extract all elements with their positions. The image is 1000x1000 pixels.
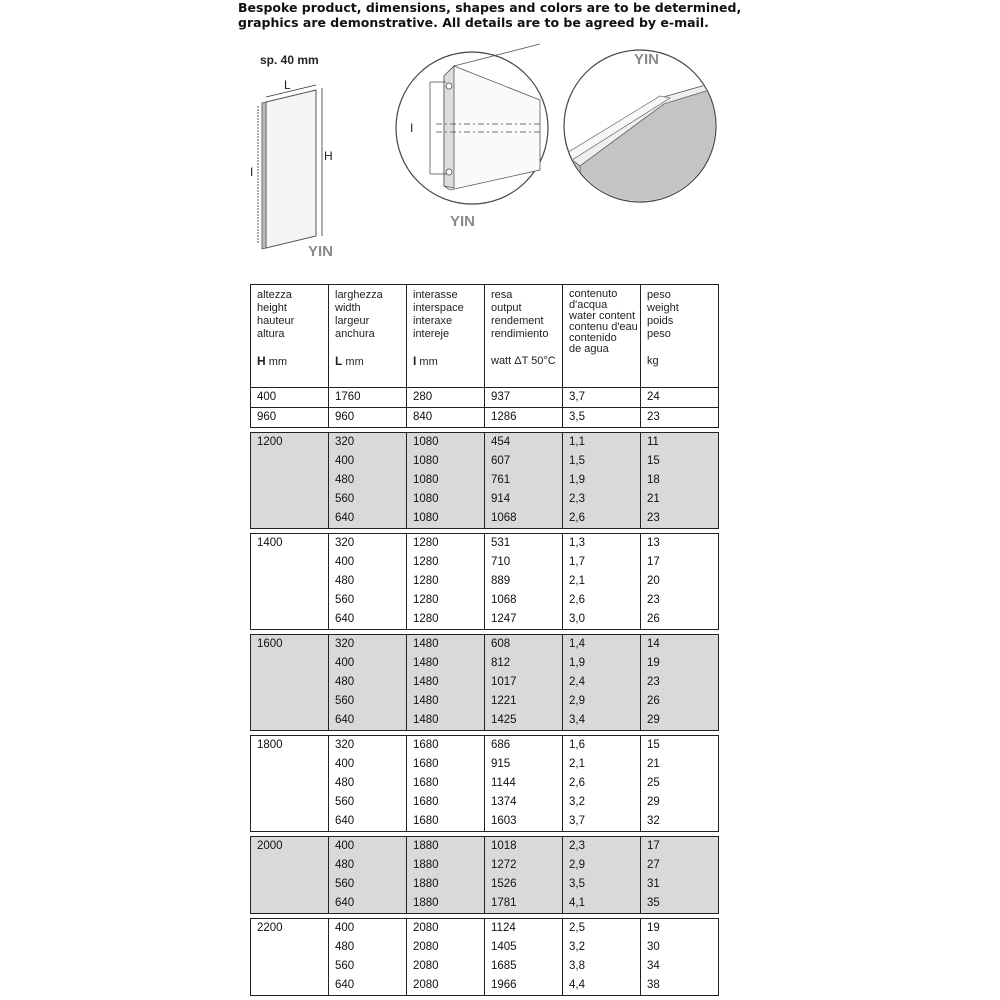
height-cell: [251, 490, 329, 509]
table-row: [251, 938, 719, 957]
table-cell: 17: [641, 837, 719, 857]
spec-table: [250, 284, 719, 996]
table-cell: 937: [485, 388, 563, 408]
header-label: de agua: [569, 343, 609, 355]
table-cell: 2,5: [563, 919, 641, 939]
table-cell: 480: [329, 471, 407, 490]
table-cell: 1,1: [563, 433, 641, 453]
table-cell: 480: [329, 938, 407, 957]
header-label: height: [257, 302, 287, 314]
table-cell: 1,5: [563, 452, 641, 471]
header-unit-symbol: H: [257, 354, 266, 368]
header-label: peso: [647, 328, 671, 340]
height-cell: 1200: [251, 433, 329, 453]
height-cell: 1800: [251, 736, 329, 756]
height-cell: [251, 572, 329, 591]
table-cell: 20: [641, 572, 719, 591]
table-cell: 915: [485, 755, 563, 774]
table-cell: 1405: [485, 938, 563, 957]
header-label: contenu d'eau: [569, 321, 638, 333]
table-cell: 686: [485, 736, 563, 756]
table-cell: 15: [641, 452, 719, 471]
table-cell: 21: [641, 490, 719, 509]
table-cell: 23: [641, 509, 719, 529]
table-row: [251, 553, 719, 572]
table-cell: 560: [329, 692, 407, 711]
table-cell: 1680: [407, 755, 485, 774]
table-cell: 840: [407, 408, 485, 428]
header-cell: [329, 285, 407, 388]
table-cell: 2080: [407, 938, 485, 957]
table-row: [251, 736, 719, 756]
table-cell: 812: [485, 654, 563, 673]
table-cell: 761: [485, 471, 563, 490]
table-cell: 24: [641, 388, 719, 408]
table-cell: 480: [329, 572, 407, 591]
model-label-front: YIN: [308, 243, 334, 260]
label-I-detail: I: [410, 121, 414, 135]
table-cell: 2,3: [563, 490, 641, 509]
table-cell: 400: [329, 452, 407, 471]
table-cell: 400: [329, 654, 407, 673]
header-cell: [563, 285, 641, 388]
height-cell: [251, 471, 329, 490]
table-cell: 13: [641, 534, 719, 554]
header-unit: [335, 355, 406, 369]
table-cell: 1680: [407, 812, 485, 832]
header-label: interasse: [413, 289, 458, 301]
table-cell: 2,4: [563, 673, 641, 692]
table-cell: 320: [329, 534, 407, 554]
table-cell: 320: [329, 736, 407, 756]
height-cell: 2000: [251, 837, 329, 857]
table-cell: 320: [329, 635, 407, 655]
height-cell: [251, 452, 329, 471]
table-cell: 1068: [485, 509, 563, 529]
table-cell: 23: [641, 673, 719, 692]
table-cell: 400: [329, 755, 407, 774]
table-row: [251, 490, 719, 509]
height-cell: 1400: [251, 534, 329, 554]
table-cell: 710: [485, 553, 563, 572]
table-cell: 608: [485, 635, 563, 655]
height-cell: [251, 654, 329, 673]
height-cell: [251, 976, 329, 996]
table-cell: 640: [329, 610, 407, 630]
table-cell: 1280: [407, 572, 485, 591]
model-label-edge: YIN: [634, 51, 660, 68]
table-cell: 2080: [407, 976, 485, 996]
table-cell: 1480: [407, 673, 485, 692]
header-label: contenuto: [569, 288, 618, 300]
header-unit: [491, 355, 562, 368]
header-label: anchura: [335, 328, 375, 340]
height-cell: [251, 957, 329, 976]
table-cell: 1480: [407, 692, 485, 711]
table-cell: 480: [329, 774, 407, 793]
table-cell: 21: [641, 755, 719, 774]
table-cell: 3,5: [563, 408, 641, 428]
table-row: [251, 635, 719, 655]
table-row: [251, 509, 719, 529]
table-cell: 1,3: [563, 534, 641, 554]
table-cell: 1425: [485, 711, 563, 731]
table-cell: 29: [641, 793, 719, 812]
table-cell: 2080: [407, 919, 485, 939]
header-cell: [641, 285, 719, 388]
disclaimer-line-1: Bespoke product, dimensions, shapes and colors are to be determined,: [238, 0, 742, 15]
table-cell: 34: [641, 957, 719, 976]
table-row: [251, 471, 719, 490]
table-cell: 960: [329, 408, 407, 428]
label-L: L: [284, 78, 291, 92]
technical-drawing: [240, 40, 720, 270]
table-cell: 11: [641, 433, 719, 453]
table-cell: 1480: [407, 635, 485, 655]
header-label: interspace: [413, 302, 464, 314]
table-cell: 1144: [485, 774, 563, 793]
table-cell: 3,7: [563, 388, 641, 408]
table-cell: 3,0: [563, 610, 641, 630]
table-cell: 1017: [485, 673, 563, 692]
header-cell: [407, 285, 485, 388]
table-cell: 1680: [407, 736, 485, 756]
header-unit-text: watt ΔT 50°C: [491, 355, 556, 367]
header-label: resa: [491, 289, 513, 301]
height-cell: [251, 610, 329, 630]
header-label: altezza: [257, 289, 292, 301]
table-cell: 1480: [407, 654, 485, 673]
table-row: [251, 837, 719, 857]
table-cell: 1374: [485, 793, 563, 812]
table-cell: 1080: [407, 452, 485, 471]
table-row: [251, 774, 719, 793]
table-row: [251, 388, 719, 408]
header-label: rendement: [491, 315, 544, 327]
height-cell: [251, 711, 329, 731]
header-label: d'acqua: [569, 299, 608, 311]
table-row: [251, 610, 719, 630]
table-cell: 2,9: [563, 692, 641, 711]
table-header-row: [251, 285, 719, 388]
height-cell: [251, 894, 329, 914]
height-cell: [251, 793, 329, 812]
table-cell: 1080: [407, 490, 485, 509]
table-cell: 4,4: [563, 976, 641, 996]
header-unit: [413, 355, 484, 369]
table-cell: 560: [329, 490, 407, 509]
header-unit-symbol: L: [335, 354, 343, 368]
header-label: rendimiento: [491, 328, 549, 340]
table-cell: 1,9: [563, 654, 641, 673]
table-row: [251, 452, 719, 471]
header-unit-text: kg: [647, 355, 659, 367]
panel-front-view: [258, 85, 322, 249]
table-cell: 560: [329, 591, 407, 610]
table-cell: 607: [485, 452, 563, 471]
table-row: [251, 692, 719, 711]
table-cell: 454: [485, 433, 563, 453]
table-row: [251, 755, 719, 774]
header-label: contenido: [569, 332, 617, 344]
table-cell: 1124: [485, 919, 563, 939]
height-cell: [251, 875, 329, 894]
table-cell: 38: [641, 976, 719, 996]
header-label: peso: [647, 289, 671, 301]
table-cell: 2080: [407, 957, 485, 976]
table-cell: 889: [485, 572, 563, 591]
header-label: water content: [569, 310, 636, 322]
table-row: [251, 534, 719, 554]
label-I: I: [250, 165, 254, 179]
header-unit-text: mm: [416, 356, 438, 368]
thickness-label: sp. 40 mm: [260, 53, 319, 67]
table-cell: 960: [251, 408, 329, 428]
height-cell: [251, 673, 329, 692]
table-cell: 1280: [407, 591, 485, 610]
table-cell: 26: [641, 692, 719, 711]
table-cell: 26: [641, 610, 719, 630]
table-cell: 531: [485, 534, 563, 554]
table-row: [251, 654, 719, 673]
table-cell: 320: [329, 433, 407, 453]
table-cell: 3,4: [563, 711, 641, 731]
header-unit: [257, 355, 328, 369]
height-cell: [251, 591, 329, 610]
table-cell: 3,2: [563, 938, 641, 957]
table-cell: 19: [641, 654, 719, 673]
table-cell: 640: [329, 812, 407, 832]
header-label: largeur: [335, 315, 370, 327]
table-cell: 1,4: [563, 635, 641, 655]
table-cell: 1068: [485, 591, 563, 610]
header-label: intereje: [413, 328, 450, 340]
table-row: [251, 591, 719, 610]
table-cell: 2,6: [563, 591, 641, 610]
header-label: weight: [647, 302, 679, 314]
table-cell: 2,9: [563, 856, 641, 875]
height-cell: [251, 553, 329, 572]
table-cell: 1280: [407, 610, 485, 630]
table-cell: 31: [641, 875, 719, 894]
table-row: [251, 875, 719, 894]
table-cell: 18: [641, 471, 719, 490]
table-cell: 1247: [485, 610, 563, 630]
table-cell: 35: [641, 894, 719, 914]
model-label-detail: YIN: [450, 213, 476, 230]
disclaimer-notice: [238, 0, 758, 30]
table-cell: 1018: [485, 837, 563, 857]
table-cell: 2,1: [563, 572, 641, 591]
table-cell: 3,5: [563, 875, 641, 894]
header-unit-symbol: I: [413, 354, 417, 368]
table-cell: 400: [251, 388, 329, 408]
disclaimer-line-2: graphics are demonstrative. All details are to be agreed by e-mail.: [238, 15, 709, 30]
table-cell: 1680: [407, 793, 485, 812]
header-label: output: [491, 302, 522, 314]
table-cell: 30: [641, 938, 719, 957]
table-cell: 640: [329, 711, 407, 731]
height-cell: [251, 509, 329, 529]
table-cell: 1880: [407, 894, 485, 914]
header-unit-text: mm: [342, 356, 364, 368]
table-cell: 1,6: [563, 736, 641, 756]
table-cell: 14: [641, 635, 719, 655]
table-cell: 640: [329, 894, 407, 914]
header-unit: [647, 355, 718, 368]
table-cell: 1685: [485, 957, 563, 976]
detail-circle-edge: [562, 50, 716, 240]
table-row: [251, 711, 719, 731]
table-cell: 1966: [485, 976, 563, 996]
height-cell: [251, 755, 329, 774]
header-cell: [485, 285, 563, 388]
table-cell: 2,1: [563, 755, 641, 774]
spec-table-body: [251, 285, 719, 996]
table-row: [251, 976, 719, 996]
table-row: [251, 793, 719, 812]
table-cell: 27: [641, 856, 719, 875]
table-cell: 1221: [485, 692, 563, 711]
table-cell: 1880: [407, 856, 485, 875]
table-cell: 1880: [407, 875, 485, 894]
table-cell: 25: [641, 774, 719, 793]
table-cell: 2,6: [563, 774, 641, 793]
table-cell: 1080: [407, 471, 485, 490]
table-cell: 1680: [407, 774, 485, 793]
table-cell: 3,8: [563, 957, 641, 976]
table-cell: 1080: [407, 509, 485, 529]
table-cell: 1080: [407, 433, 485, 453]
table-cell: 1,7: [563, 553, 641, 572]
height-cell: [251, 938, 329, 957]
table-cell: 560: [329, 793, 407, 812]
table-cell: 29: [641, 711, 719, 731]
table-cell: 1760: [329, 388, 407, 408]
table-cell: 1272: [485, 856, 563, 875]
table-cell: 280: [407, 388, 485, 408]
height-cell: [251, 774, 329, 793]
table-cell: 640: [329, 509, 407, 529]
height-cell: 1600: [251, 635, 329, 655]
table-row: [251, 673, 719, 692]
header-label: altura: [257, 328, 285, 340]
header-label: width: [335, 302, 361, 314]
height-cell: [251, 692, 329, 711]
table-row: [251, 433, 719, 453]
table-row: [251, 919, 719, 939]
table-cell: 15: [641, 736, 719, 756]
table-cell: 2,6: [563, 509, 641, 529]
detail-circle-connections: [396, 44, 548, 204]
table-cell: 640: [329, 976, 407, 996]
table-cell: 23: [641, 408, 719, 428]
table-cell: 1603: [485, 812, 563, 832]
table-cell: 1280: [407, 553, 485, 572]
table-cell: 17: [641, 553, 719, 572]
header-label: hauteur: [257, 315, 295, 327]
table-cell: 400: [329, 919, 407, 939]
table-cell: 480: [329, 673, 407, 692]
table-row: [251, 894, 719, 914]
table-cell: 1,9: [563, 471, 641, 490]
table-row: [251, 572, 719, 591]
table-cell: 1280: [407, 534, 485, 554]
table-cell: 2,3: [563, 837, 641, 857]
height-cell: 2200: [251, 919, 329, 939]
table-cell: 1480: [407, 711, 485, 731]
table-cell: 480: [329, 856, 407, 875]
table-cell: 23: [641, 591, 719, 610]
table-cell: 1880: [407, 837, 485, 857]
table-cell: 4,1: [563, 894, 641, 914]
table-cell: 32: [641, 812, 719, 832]
height-cell: [251, 812, 329, 832]
table-cell: 560: [329, 957, 407, 976]
table-row: [251, 408, 719, 428]
label-H: H: [324, 149, 333, 163]
table-row: [251, 957, 719, 976]
table-cell: 400: [329, 837, 407, 857]
table-cell: 560: [329, 875, 407, 894]
table-cell: 1286: [485, 408, 563, 428]
table-cell: 3,7: [563, 812, 641, 832]
header-cell: [251, 285, 329, 388]
table-row: [251, 812, 719, 832]
height-cell: [251, 856, 329, 875]
header-label: poids: [647, 315, 674, 327]
table-cell: 3,2: [563, 793, 641, 812]
table-cell: 914: [485, 490, 563, 509]
table-cell: 1526: [485, 875, 563, 894]
table-cell: 1781: [485, 894, 563, 914]
table-cell: 400: [329, 553, 407, 572]
header-unit-text: mm: [265, 356, 288, 368]
table-cell: 19: [641, 919, 719, 939]
header-label: larghezza: [335, 289, 383, 301]
header-label: interaxe: [413, 315, 453, 327]
table-row: [251, 856, 719, 875]
